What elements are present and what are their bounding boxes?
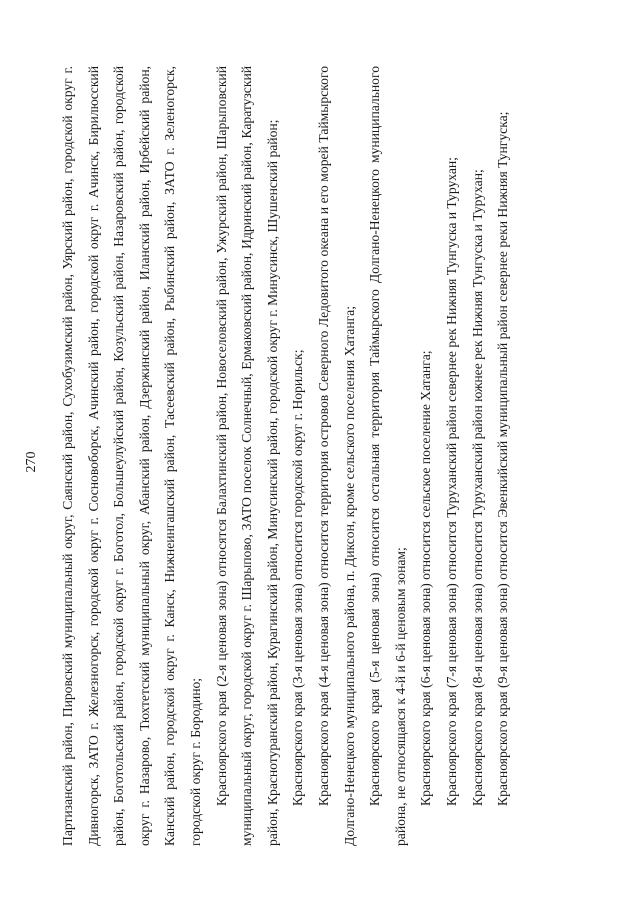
paragraph-price-zone-3: Красноярского края (3-я ценовая зона) относится городской округ г. Норильск; xyxy=(290,349,306,806)
paragraph-price-zone-8: Красноярского края (8-я ценовая зона) относится Туруханский район южнее рек Нижняя Тунгуска и Турухан; xyxy=(469,169,485,806)
paragraph-price-zone-9: Красноярского края (9-я ценовая зона) относится Эвенкийский муниципальный район севернее реки Нижняя Тунгуска; xyxy=(495,111,511,806)
body-text xyxy=(55,66,516,846)
paragraph-price-zone-6: Красноярского края (6-я ценовая зона) относится сельское поселение Хатанга; xyxy=(418,350,434,806)
paragraph-price-zone-4: Красноярского края (4-я ценовая зона) относится территория островов Северного Ледовитого океана и его морей Таймырского Долгано-Ненецкого муниципального района, п. Диксон, кроме сельского поселения Хатанга; xyxy=(315,66,357,846)
paragraph-price-zone-5: Красноярского края (5-я ценовая зона) относится остальная территория Таймырского Долгано-Ненецкого муниципального района, не относящаяся к 4-й и 6-й ценовым зонам; xyxy=(367,66,408,846)
paragraph-districts-list: Партизанский район, Пировский муниципальный округ, Саянский район, Сухобузимский район, Уярский район, городской округ г. Дивногорск, ЗАТО г. Железногорск, городской округ г. Сосновоборск, Ачинский район, городской округ г. Ачинск, Бирилюсский район, Боготольский район, городской округ г. Боготол, Большеулуйский район, Козульский район, Назаровский район, городской округ г. Назарово, Тюхтетский муниципальный округ, Абанский район, Дзержинский район, Иланский район, Ирбейский район, Канский район, городской округ г. Канск, Нижнеингашский район, Тасеевский район, Рыбинский район, ЗАТО г. Зеленогорск, городской округ г. Бородино; xyxy=(60,66,203,846)
paragraph-price-zone-7: Красноярского края (7-я ценовая зона) относится Туруханский район севернее рек Нижняя Тунгуска и Турухан; xyxy=(443,157,459,806)
paragraph-price-zone-2: Красноярского края (2-я ценовая зона) относятся Балахтинский район, Новоселовский район, Ужурский район, Шарыповский муниципальный округ, городской округ г. Шарыпово, ЗАТО поселок Солнечный, Ермаковский район, Идринский район, Каратузский район, Краснотуранский район, Курагинский район, Минусинский район, городской округ г. Минусинск, Шушенский район; xyxy=(213,66,280,846)
page-number: 270 xyxy=(24,451,39,473)
